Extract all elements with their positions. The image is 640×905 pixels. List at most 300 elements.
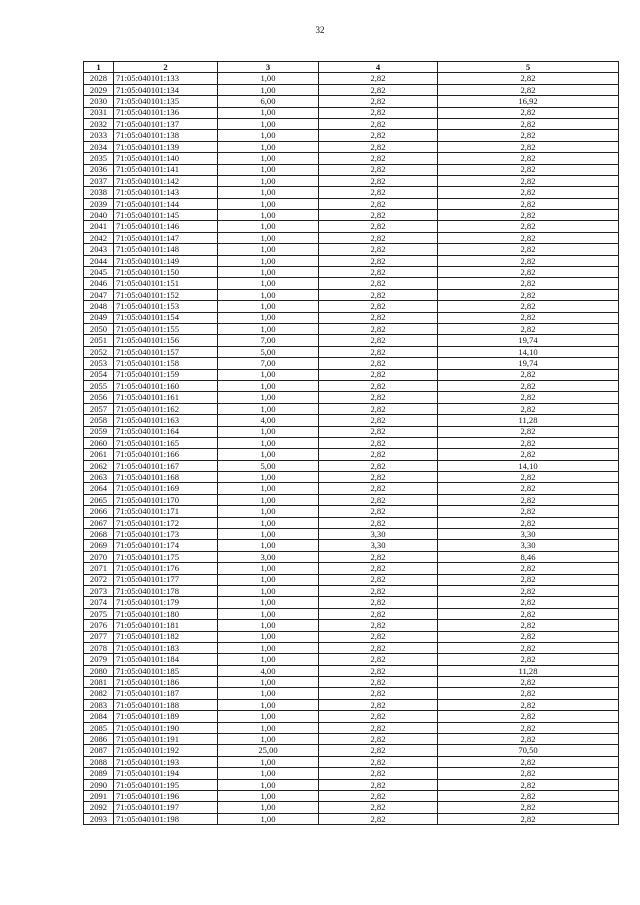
row-number-cell: 2076 — [84, 620, 114, 631]
row-number-cell: 2036 — [84, 164, 114, 175]
quantity-cell: 1,00 — [218, 494, 319, 505]
total-cell: 2,82 — [438, 483, 619, 494]
cadastral-number-cell: 71:05:040101:142 — [114, 175, 218, 186]
rate-cell: 2,82 — [319, 563, 438, 574]
total-cell: 2,82 — [438, 506, 619, 517]
total-cell: 19,74 — [438, 335, 619, 346]
cadastral-number-cell: 71:05:040101:180 — [114, 608, 218, 619]
row-number-cell: 2052 — [84, 346, 114, 357]
total-cell: 2,82 — [438, 642, 619, 653]
row-number-cell: 2075 — [84, 608, 114, 619]
quantity-cell: 1,00 — [218, 563, 319, 574]
total-cell: 14,10 — [438, 346, 619, 357]
total-cell: 2,82 — [438, 153, 619, 164]
table-row — [84, 813, 619, 824]
row-number-cell: 2070 — [84, 551, 114, 562]
quantity-cell: 1,00 — [218, 289, 319, 300]
rate-cell: 2,82 — [319, 585, 438, 596]
table-row — [84, 153, 619, 164]
total-cell: 2,82 — [438, 711, 619, 722]
cadastral-number-cell: 71:05:040101:178 — [114, 585, 218, 596]
total-cell: 2,82 — [438, 141, 619, 152]
rate-cell: 2,82 — [319, 631, 438, 642]
total-cell: 2,82 — [438, 426, 619, 437]
row-number-cell: 2045 — [84, 267, 114, 278]
row-number-cell: 2077 — [84, 631, 114, 642]
row-number-cell: 2034 — [84, 141, 114, 152]
table-row — [84, 494, 619, 505]
table-row — [84, 734, 619, 745]
table-row — [84, 631, 619, 642]
rate-cell: 2,82 — [319, 813, 438, 824]
cadastral-number-cell: 71:05:040101:179 — [114, 597, 218, 608]
rate-cell: 2,82 — [319, 187, 438, 198]
quantity-cell: 1,00 — [218, 267, 319, 278]
row-number-cell: 2060 — [84, 437, 114, 448]
cadastral-number-cell: 71:05:040101:135 — [114, 96, 218, 107]
cadastral-number-cell: 71:05:040101:165 — [114, 437, 218, 448]
row-number-cell: 2043 — [84, 244, 114, 255]
quantity-cell: 1,00 — [218, 130, 319, 141]
row-number-cell: 2067 — [84, 517, 114, 528]
cadastral-number-cell: 71:05:040101:192 — [114, 745, 218, 756]
table-row — [84, 745, 619, 756]
quantity-cell: 1,00 — [218, 392, 319, 403]
table-row — [84, 426, 619, 437]
row-number-cell: 2083 — [84, 699, 114, 710]
row-number-cell: 2062 — [84, 460, 114, 471]
table-row — [84, 118, 619, 129]
total-cell: 11,28 — [438, 665, 619, 676]
total-cell: 2,82 — [438, 73, 619, 84]
quantity-cell: 1,00 — [218, 232, 319, 243]
total-cell: 2,82 — [438, 84, 619, 95]
cadastral-number-cell: 71:05:040101:164 — [114, 426, 218, 437]
table-row — [84, 73, 619, 84]
table-row — [84, 346, 619, 357]
total-cell: 2,82 — [438, 597, 619, 608]
rate-cell: 2,82 — [319, 107, 438, 118]
total-cell: 14,10 — [438, 460, 619, 471]
row-number-cell: 2091 — [84, 791, 114, 802]
rate-cell: 2,82 — [319, 96, 438, 107]
cadastral-number-cell: 71:05:040101:176 — [114, 563, 218, 574]
quantity-cell: 1,00 — [218, 517, 319, 528]
cadastral-number-cell: 71:05:040101:197 — [114, 802, 218, 813]
row-number-cell: 2090 — [84, 779, 114, 790]
quantity-cell: 1,00 — [218, 437, 319, 448]
quantity-cell: 7,00 — [218, 335, 319, 346]
quantity-cell: 1,00 — [218, 506, 319, 517]
total-cell: 2,82 — [438, 221, 619, 232]
total-cell: 2,82 — [438, 130, 619, 141]
table-body — [84, 73, 619, 825]
cadastral-number-cell: 71:05:040101:168 — [114, 472, 218, 483]
rate-cell: 2,82 — [319, 198, 438, 209]
row-number-cell: 2030 — [84, 96, 114, 107]
total-cell: 2,82 — [438, 631, 619, 642]
rate-cell: 2,82 — [319, 255, 438, 266]
quantity-cell: 4,00 — [218, 415, 319, 426]
quantity-cell: 1,00 — [218, 380, 319, 391]
row-number-cell: 2053 — [84, 358, 114, 369]
row-number-cell: 2033 — [84, 130, 114, 141]
row-number-cell: 2056 — [84, 392, 114, 403]
total-cell: 2,82 — [438, 323, 619, 334]
cadastral-number-cell: 71:05:040101:153 — [114, 301, 218, 312]
cadastral-number-cell: 71:05:040101:158 — [114, 358, 218, 369]
table-row — [84, 574, 619, 585]
quantity-cell: 1,00 — [218, 84, 319, 95]
quantity-cell: 1,00 — [218, 312, 319, 323]
table-row — [84, 244, 619, 255]
row-number-cell: 2084 — [84, 711, 114, 722]
total-cell: 2,82 — [438, 779, 619, 790]
row-number-cell: 2040 — [84, 210, 114, 221]
quantity-cell: 1,00 — [218, 198, 319, 209]
quantity-cell: 1,00 — [218, 141, 319, 152]
rate-cell: 2,82 — [319, 745, 438, 756]
quantity-cell: 1,00 — [218, 699, 319, 710]
rate-cell: 2,82 — [319, 312, 438, 323]
total-cell: 2,82 — [438, 210, 619, 221]
rate-cell: 2,82 — [319, 164, 438, 175]
quantity-cell: 1,00 — [218, 620, 319, 631]
header-row — [84, 62, 619, 73]
table-row — [84, 403, 619, 414]
cadastral-number-cell: 71:05:040101:173 — [114, 529, 218, 540]
rate-cell: 2,82 — [319, 802, 438, 813]
table-row — [84, 369, 619, 380]
row-number-cell: 2057 — [84, 403, 114, 414]
row-number-cell: 2080 — [84, 665, 114, 676]
cadastral-number-cell: 71:05:040101:194 — [114, 768, 218, 779]
table-row — [84, 187, 619, 198]
total-cell: 2,82 — [438, 677, 619, 688]
row-number-cell: 2085 — [84, 722, 114, 733]
quantity-cell: 1,00 — [218, 483, 319, 494]
column-header-2: 2 — [114, 62, 218, 73]
table-row — [84, 551, 619, 562]
rate-cell: 2,82 — [319, 597, 438, 608]
column-header-3: 3 — [218, 62, 319, 73]
total-cell: 2,82 — [438, 802, 619, 813]
rate-cell: 2,82 — [319, 130, 438, 141]
table-row — [84, 722, 619, 733]
table-row — [84, 96, 619, 107]
cadastral-number-cell: 71:05:040101:150 — [114, 267, 218, 278]
table-row — [84, 335, 619, 346]
total-cell: 2,82 — [438, 380, 619, 391]
quantity-cell: 1,00 — [218, 677, 319, 688]
quantity-cell: 1,00 — [218, 711, 319, 722]
row-number-cell: 2071 — [84, 563, 114, 574]
total-cell: 2,82 — [438, 791, 619, 802]
table-row — [84, 437, 619, 448]
table-row — [84, 642, 619, 653]
cadastral-number-cell: 71:05:040101:137 — [114, 118, 218, 129]
quantity-cell: 1,00 — [218, 779, 319, 790]
quantity-cell: 1,00 — [218, 791, 319, 802]
total-cell: 2,82 — [438, 403, 619, 414]
rate-cell: 2,82 — [319, 380, 438, 391]
rate-cell: 3,30 — [319, 540, 438, 551]
rate-cell: 2,82 — [319, 346, 438, 357]
table-row — [84, 380, 619, 391]
rate-cell: 2,82 — [319, 426, 438, 437]
total-cell: 2,82 — [438, 734, 619, 745]
table-row — [84, 711, 619, 722]
cadastral-number-cell: 71:05:040101:185 — [114, 665, 218, 676]
cadastral-number-cell: 71:05:040101:144 — [114, 198, 218, 209]
total-cell: 2,82 — [438, 608, 619, 619]
row-number-cell: 2065 — [84, 494, 114, 505]
cadastral-number-cell: 71:05:040101:157 — [114, 346, 218, 357]
cadastral-number-cell: 71:05:040101:193 — [114, 756, 218, 767]
table-row — [84, 312, 619, 323]
rate-cell: 2,82 — [319, 506, 438, 517]
row-number-cell: 2050 — [84, 323, 114, 334]
rate-cell: 3,30 — [319, 529, 438, 540]
cadastral-number-cell: 71:05:040101:149 — [114, 255, 218, 266]
row-number-cell: 2087 — [84, 745, 114, 756]
quantity-cell: 1,00 — [218, 540, 319, 551]
total-cell: 2,82 — [438, 472, 619, 483]
data-table — [83, 61, 619, 825]
table-row — [84, 175, 619, 186]
cadastral-number-cell: 71:05:040101:184 — [114, 654, 218, 665]
quantity-cell: 1,00 — [218, 255, 319, 266]
quantity-cell: 1,00 — [218, 722, 319, 733]
rate-cell: 2,82 — [319, 73, 438, 84]
total-cell: 2,82 — [438, 107, 619, 118]
cadastral-number-cell: 71:05:040101:133 — [114, 73, 218, 84]
row-number-cell: 2046 — [84, 278, 114, 289]
total-cell: 2,82 — [438, 175, 619, 186]
quantity-cell: 1,00 — [218, 585, 319, 596]
total-cell: 2,82 — [438, 255, 619, 266]
cadastral-number-cell: 71:05:040101:146 — [114, 221, 218, 232]
total-cell: 2,82 — [438, 187, 619, 198]
rate-cell: 2,82 — [319, 608, 438, 619]
row-number-cell: 2069 — [84, 540, 114, 551]
rate-cell: 2,82 — [319, 84, 438, 95]
total-cell: 2,82 — [438, 289, 619, 300]
row-number-cell: 2054 — [84, 369, 114, 380]
cadastral-number-cell: 71:05:040101:166 — [114, 449, 218, 460]
row-number-cell: 2047 — [84, 289, 114, 300]
rate-cell: 2,82 — [319, 323, 438, 334]
table-row — [84, 141, 619, 152]
total-cell: 2,82 — [438, 563, 619, 574]
total-cell: 2,82 — [438, 267, 619, 278]
table-row — [84, 415, 619, 426]
table-row — [84, 107, 619, 118]
cadastral-number-cell: 71:05:040101:134 — [114, 84, 218, 95]
quantity-cell: 1,00 — [218, 756, 319, 767]
row-number-cell: 2041 — [84, 221, 114, 232]
quantity-cell: 1,00 — [218, 802, 319, 813]
cadastral-number-cell: 71:05:040101:156 — [114, 335, 218, 346]
quantity-cell: 1,00 — [218, 221, 319, 232]
rate-cell: 2,82 — [319, 267, 438, 278]
rate-cell: 2,82 — [319, 210, 438, 221]
rate-cell: 2,82 — [319, 141, 438, 152]
rate-cell: 2,82 — [319, 175, 438, 186]
rate-cell: 2,82 — [319, 779, 438, 790]
row-number-cell: 2042 — [84, 232, 114, 243]
quantity-cell: 1,00 — [218, 472, 319, 483]
rate-cell: 2,82 — [319, 415, 438, 426]
table-row — [84, 699, 619, 710]
row-number-cell: 2073 — [84, 585, 114, 596]
cadastral-number-cell: 71:05:040101:190 — [114, 722, 218, 733]
total-cell: 2,82 — [438, 118, 619, 129]
cadastral-number-cell: 71:05:040101:162 — [114, 403, 218, 414]
total-cell: 70,50 — [438, 745, 619, 756]
cadastral-number-cell: 71:05:040101:161 — [114, 392, 218, 403]
total-cell: 2,82 — [438, 494, 619, 505]
table-row — [84, 654, 619, 665]
rate-cell: 2,82 — [319, 153, 438, 164]
row-number-cell: 2044 — [84, 255, 114, 266]
rate-cell: 2,82 — [319, 449, 438, 460]
cadastral-number-cell: 71:05:040101:181 — [114, 620, 218, 631]
quantity-cell: 1,00 — [218, 107, 319, 118]
table-row — [84, 506, 619, 517]
quantity-cell: 1,00 — [218, 608, 319, 619]
table-row — [84, 130, 619, 141]
cadastral-number-cell: 71:05:040101:151 — [114, 278, 218, 289]
rate-cell: 2,82 — [319, 301, 438, 312]
quantity-cell: 3,00 — [218, 551, 319, 562]
total-cell: 2,82 — [438, 699, 619, 710]
row-number-cell: 2079 — [84, 654, 114, 665]
row-number-cell: 2081 — [84, 677, 114, 688]
row-number-cell: 2029 — [84, 84, 114, 95]
total-cell: 2,82 — [438, 278, 619, 289]
table-row — [84, 483, 619, 494]
cadastral-number-cell: 71:05:040101:175 — [114, 551, 218, 562]
table-row — [84, 791, 619, 802]
cadastral-number-cell: 71:05:040101:154 — [114, 312, 218, 323]
table-row — [84, 323, 619, 334]
total-cell: 2,82 — [438, 369, 619, 380]
row-number-cell: 2048 — [84, 301, 114, 312]
rate-cell: 2,82 — [319, 483, 438, 494]
cadastral-number-cell: 71:05:040101:143 — [114, 187, 218, 198]
cadastral-number-cell: 71:05:040101:177 — [114, 574, 218, 585]
quantity-cell: 4,00 — [218, 665, 319, 676]
row-number-cell: 2066 — [84, 506, 114, 517]
row-number-cell: 2063 — [84, 472, 114, 483]
cadastral-number-cell: 71:05:040101:182 — [114, 631, 218, 642]
quantity-cell: 1,00 — [218, 73, 319, 84]
cadastral-number-cell: 71:05:040101:138 — [114, 130, 218, 141]
quantity-cell: 1,00 — [218, 813, 319, 824]
rate-cell: 2,82 — [319, 517, 438, 528]
quantity-cell: 1,00 — [218, 187, 319, 198]
cadastral-number-cell: 71:05:040101:196 — [114, 791, 218, 802]
total-cell: 2,82 — [438, 517, 619, 528]
table-row — [84, 198, 619, 209]
quantity-cell: 7,00 — [218, 358, 319, 369]
quantity-cell: 1,00 — [218, 734, 319, 745]
column-header-1: 1 — [84, 62, 114, 73]
quantity-cell: 1,00 — [218, 244, 319, 255]
page-number: 32 — [315, 25, 325, 35]
total-cell: 11,28 — [438, 415, 619, 426]
rate-cell: 2,82 — [319, 665, 438, 676]
total-cell: 2,82 — [438, 722, 619, 733]
quantity-cell: 1,00 — [218, 426, 319, 437]
table-row — [84, 768, 619, 779]
row-number-cell: 2064 — [84, 483, 114, 494]
table-row — [84, 164, 619, 175]
total-cell: 2,82 — [438, 164, 619, 175]
quantity-cell: 1,00 — [218, 631, 319, 642]
total-cell: 2,82 — [438, 756, 619, 767]
table-row — [84, 597, 619, 608]
table-row — [84, 267, 619, 278]
quantity-cell: 1,00 — [218, 369, 319, 380]
table-row — [84, 301, 619, 312]
quantity-cell: 25,00 — [218, 745, 319, 756]
table-row — [84, 221, 619, 232]
cadastral-number-cell: 71:05:040101:152 — [114, 289, 218, 300]
quantity-cell: 1,00 — [218, 597, 319, 608]
total-cell: 2,82 — [438, 585, 619, 596]
cadastral-number-cell: 71:05:040101:139 — [114, 141, 218, 152]
rate-cell: 2,82 — [319, 460, 438, 471]
rate-cell: 2,82 — [319, 688, 438, 699]
quantity-cell: 1,00 — [218, 768, 319, 779]
row-number-cell: 2088 — [84, 756, 114, 767]
rate-cell: 2,82 — [319, 369, 438, 380]
quantity-cell: 5,00 — [218, 460, 319, 471]
table-row — [84, 529, 619, 540]
total-cell: 16,92 — [438, 96, 619, 107]
table-row — [84, 472, 619, 483]
rate-cell: 2,82 — [319, 232, 438, 243]
rate-cell: 2,82 — [319, 642, 438, 653]
row-number-cell: 2082 — [84, 688, 114, 699]
row-number-cell: 2055 — [84, 380, 114, 391]
table-row — [84, 620, 619, 631]
total-cell: 3,30 — [438, 540, 619, 551]
rate-cell: 2,82 — [319, 699, 438, 710]
quantity-cell: 1,00 — [218, 654, 319, 665]
cadastral-number-cell: 71:05:040101:186 — [114, 677, 218, 688]
cadastral-number-cell: 71:05:040101:145 — [114, 210, 218, 221]
cadastral-number-cell: 71:05:040101:188 — [114, 699, 218, 710]
row-number-cell: 2074 — [84, 597, 114, 608]
quantity-cell: 1,00 — [218, 118, 319, 129]
total-cell: 2,82 — [438, 437, 619, 448]
column-header-5: 5 — [438, 62, 619, 73]
total-cell: 2,82 — [438, 392, 619, 403]
total-cell: 2,82 — [438, 574, 619, 585]
rate-cell: 2,82 — [319, 403, 438, 414]
table-row — [84, 358, 619, 369]
table-row — [84, 255, 619, 266]
rate-cell: 2,82 — [319, 472, 438, 483]
table-row — [84, 608, 619, 619]
total-cell: 2,82 — [438, 232, 619, 243]
row-number-cell: 2032 — [84, 118, 114, 129]
total-cell: 2,82 — [438, 244, 619, 255]
cadastral-number-cell: 71:05:040101:169 — [114, 483, 218, 494]
